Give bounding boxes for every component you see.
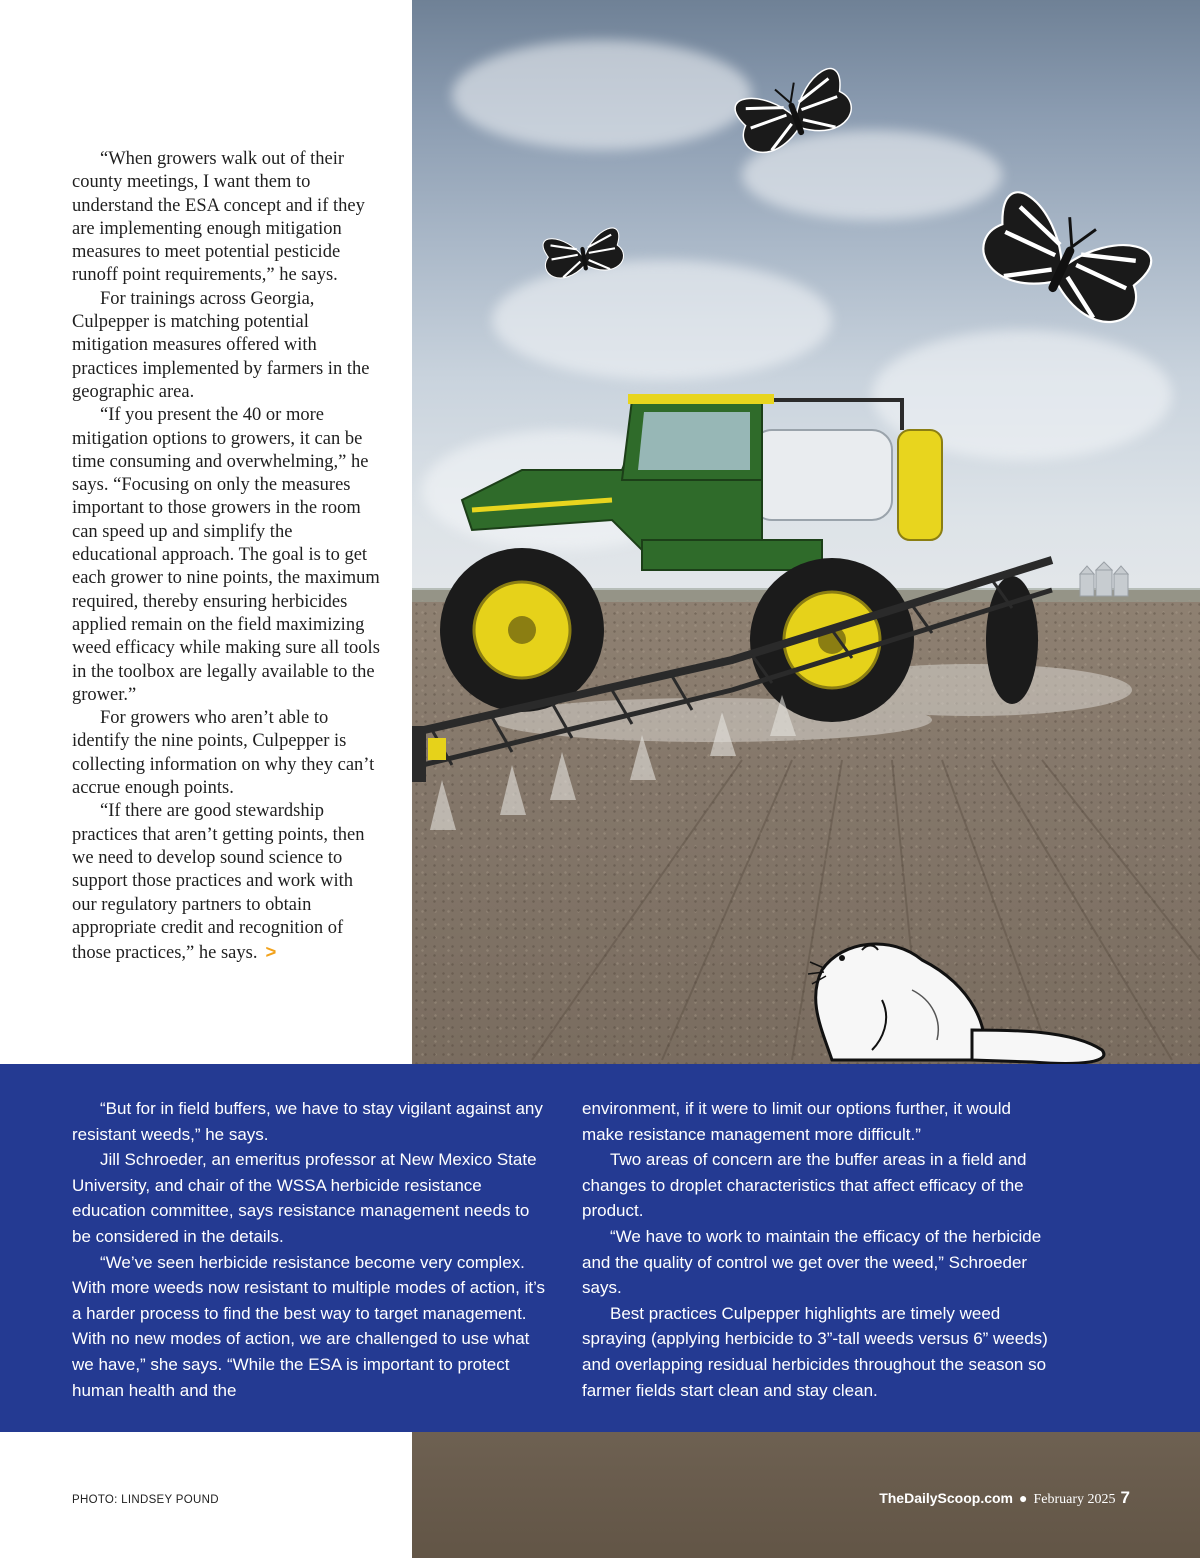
- paragraph: “But for in field buffers, we have to stay vigilant against any resistant weeds,” he says.: [72, 1099, 543, 1144]
- page-folio: [879, 1488, 1130, 1508]
- butterfly-icon: [541, 227, 626, 281]
- sprayer-tractor: [412, 394, 1052, 830]
- left-column-article: [72, 148, 382, 965]
- continue-arrow-icon: >: [265, 941, 277, 963]
- paragraph: “When growers walk out of their county meetings, I want them to understand the ESA concept and if they are implementing enough mitigation measures to meet potential pesticide runoff point requirements,” he says.: [72, 149, 365, 286]
- paragraph-text: “If there are good stewardship practices that aren’t getting points, then we need to develop sound science to support those practices and work with our regulatory partners to obtain appropriate credit and recognition of those practices,” he says.: [72, 801, 365, 964]
- groundhog-icon: [808, 944, 1104, 1064]
- paragraph: “We have to work to maintain the efficacy of the herbicide and the quality of control we get over the weed,” Schroeder says.: [582, 1226, 1042, 1298]
- paragraph: [72, 800, 382, 965]
- butterfly-icon: [731, 65, 857, 158]
- photo-credit: PHOTO: LINDSEY POUND: [72, 1494, 219, 1506]
- bullet-separator: ●: [1019, 1490, 1028, 1506]
- grain-silos: [1080, 562, 1128, 596]
- paragraph: For trainings across Georgia, Culpepper is matching potential mitigation measures offered with practices implemented by farmers in the geographic area.: [72, 288, 370, 402]
- issue-date: February 2025: [1033, 1492, 1116, 1507]
- site-name: TheDailyScoop.com: [879, 1490, 1014, 1506]
- paragraph: “If you present the 40 or more mitigation options to growers, it can be time consuming and overwhelming,” he says. “Focusing on only the measures important to those growers in the room can speed up and simplify the educational approach. The goal is to get each grower to nine points, the maximum required, thereby ensuring herbicides applied remain on the field maximizing weed efficacy while making sure all tools in the toolbox are legally available to the grower.”: [72, 405, 380, 705]
- page-number: 7: [1120, 1488, 1130, 1507]
- paragraph: For growers who aren’t able to identify the nine points, Culpepper is collecting information on why they can’t accrue enough points.: [72, 708, 375, 799]
- band-column-left: [72, 1096, 546, 1403]
- paragraph: Best practices Culpepper highlights are timely weed spraying (applying herbicide to 3”-tall weeds versus 6” weeds) and overlapping residual herbicides throughout the season so farmer fields start clean and stay clean.: [582, 1303, 1048, 1400]
- butterfly-icon: [974, 187, 1158, 333]
- band-column-right: [582, 1096, 1056, 1403]
- paragraph: Two areas of concern are the buffer areas in a field and changes to droplet characteristics that affect efficacy of the product.: [582, 1150, 1027, 1221]
- paragraph: Jill Schroeder, an emeritus professor at New Mexico State University, and chair of the WSSA herbicide resistance education committee, says resistance management needs to be considered in the details.: [72, 1150, 537, 1246]
- paragraph: “We’ve seen herbicide resistance become very complex. With more weeds now resistant to multiple modes of action, it’s a harder process to find the best way to target management. With no new modes of action, we are challenged to use what we have,” she says. “While the ESA is important to protect human health and the: [72, 1252, 546, 1400]
- paragraph: environment, if it were to limit our options further, it would make resistance management more difficult.”: [582, 1099, 1011, 1144]
